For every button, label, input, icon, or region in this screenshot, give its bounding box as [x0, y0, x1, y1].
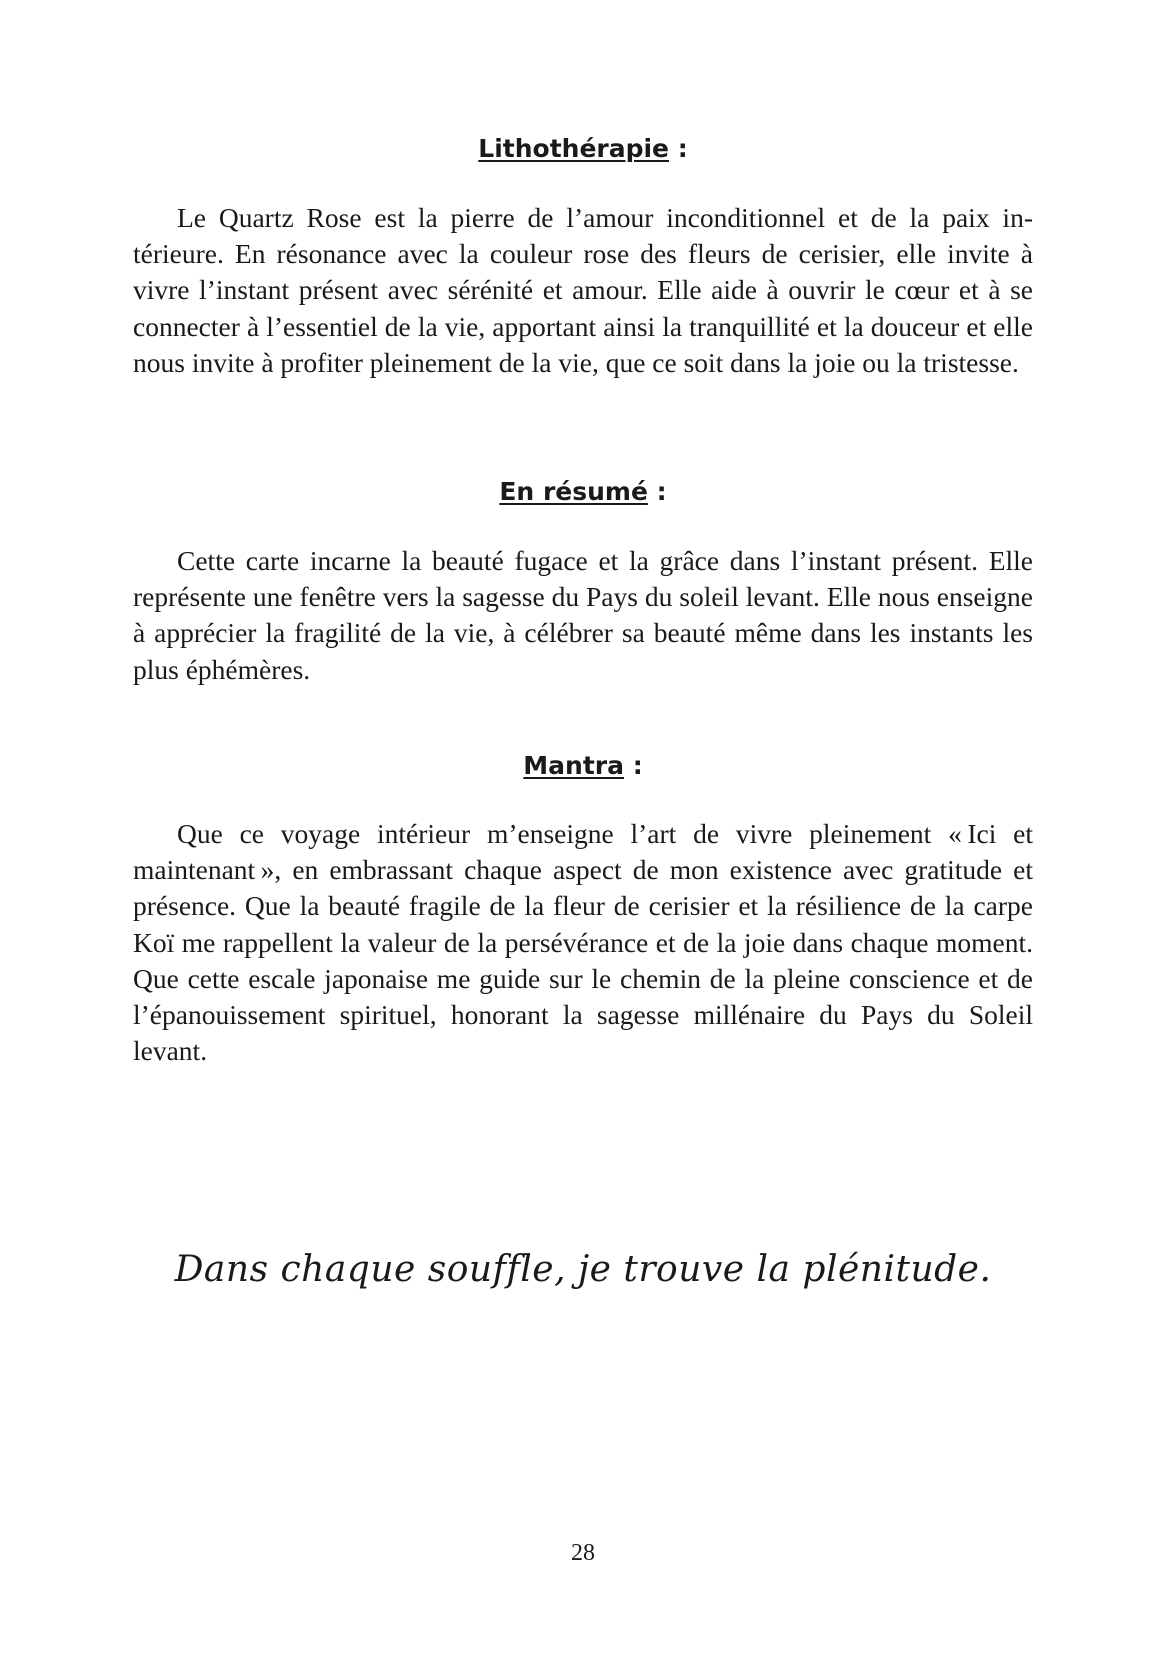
paragraph-mantra: Que ce voyage intérieur m’enseigne l’art de vivre pleinement « Ici et maintenant », en embrassant chaque aspect de mon existence avec gratitude et présence. Que la beauté fragile de la fleur de cerisier et la résilience de la carpe Koï me rappellent la valeur de la persévérance et de la joie dans chaque moment. Que cette escale japonaise me guide sur le chemin de la pleine conscience et de l’épanouissement spirituel, honorant la sagesse millénaire du Pays du Soleil levant. [133, 818, 1033, 1067]
heading-title: En résumé [499, 477, 648, 506]
heading-title: Mantra [523, 751, 624, 780]
section-heading-mantra [0, 750, 1166, 782]
heading-colon: : [669, 134, 688, 163]
paragraph-lithotherapie: Le Quartz Rose est la pierre de l’amour inconditionnel et de la paix intérieure. En résonance avec la couleur rose des fleurs de cerisier, elle invite à vivre l’instant présent avec sérénité et amour. Elle aide à ouvrir le cœur et à se connecter à l’essentiel de la vie, apportant ainsi la tranquillité et la douceur et elle nous invite à profiter pleinement de la vie, que ce soit dans la joie ou la tristesse. [133, 202, 1033, 378]
closing-quote: Dans chaque souffle, je trouve la plénitude. [174, 1249, 992, 1290]
heading-title: Lithothérapie [478, 134, 670, 163]
paragraph-resume: Cette carte incarne la beauté fugace et la grâce dans l’instant présent. Elle représente une fenêtre vers la sagesse du Pays du soleil levant. Elle nous enseigne à apprécier la fragilité de la vie, à célébrer sa beauté même dans les instants les plus éphémères. [133, 545, 1033, 685]
section-heading-lithotherapie [0, 133, 1166, 165]
section-heading-resume [0, 476, 1166, 508]
page-number: 28 [571, 1540, 595, 1566]
heading-colon: : [647, 477, 667, 506]
heading-colon: : [624, 751, 643, 780]
